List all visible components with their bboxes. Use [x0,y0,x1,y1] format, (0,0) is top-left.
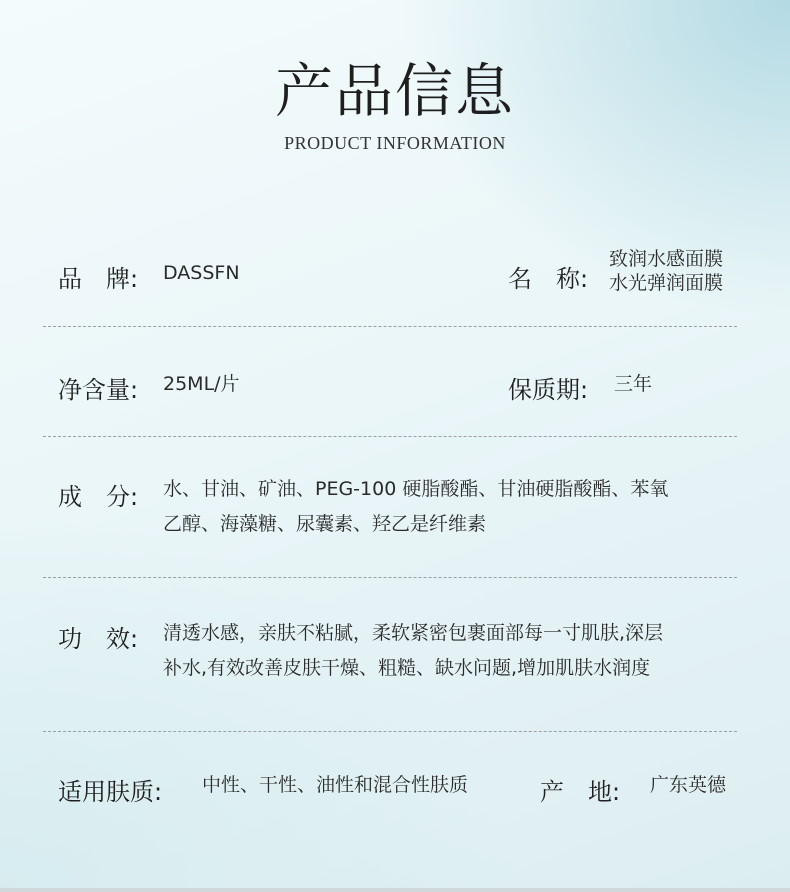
net-content-label: 净含量: [58,376,139,404]
divider-3 [43,577,737,578]
divider-2 [43,436,737,437]
origin-label: 产 地: [540,778,621,806]
shelf-life-label: 保质期: [508,376,589,404]
brand-label: 品 牌: [58,265,139,293]
net-content-value: 25ML/片 [163,373,240,395]
origin-value: 广东英德 [650,774,727,796]
name-value-line-1: 致润水感面膜 [609,248,724,270]
efficacy-label: 功 效: [58,625,139,653]
efficacy-line-2: 补水,有效改善皮肤干燥、粗糙、缺水问题,增加肌肤水润度 [163,657,651,679]
ingredients-label: 成 分: [58,483,139,511]
ingredients-line-1: 水、甘油、矿油、PEG-100 硬脂酸酯、甘油硬脂酸酯、苯氧 [163,478,669,500]
name-value [609,247,723,295]
efficacy-line-1: 清透水感，亲肤不粘腻，柔软紧密包裹面部每一寸肌肤,深层 [163,622,664,644]
efficacy-value [163,616,663,686]
shelf-life-value: 三年 [614,373,653,395]
skin-type-label: 适用肤质: [58,778,163,806]
page-title: 产品信息 [274,57,515,125]
divider-4 [43,731,737,732]
ingredients-value [163,472,668,542]
brand-value: DASSFN [163,262,240,284]
ingredients-line-2: 乙醇、海藻糖、尿囊素、羟乙是纤维素 [163,513,487,535]
name-value-line-2: 水光弹润面膜 [609,272,724,294]
name-label: 名 称: [508,265,589,293]
bottom-band [0,888,790,892]
page-subtitle: PRODUCT INFORMATION [284,133,506,153]
skin-type-value: 中性、干性、油性和混合性肤质 [202,774,469,796]
divider-1 [43,326,737,327]
